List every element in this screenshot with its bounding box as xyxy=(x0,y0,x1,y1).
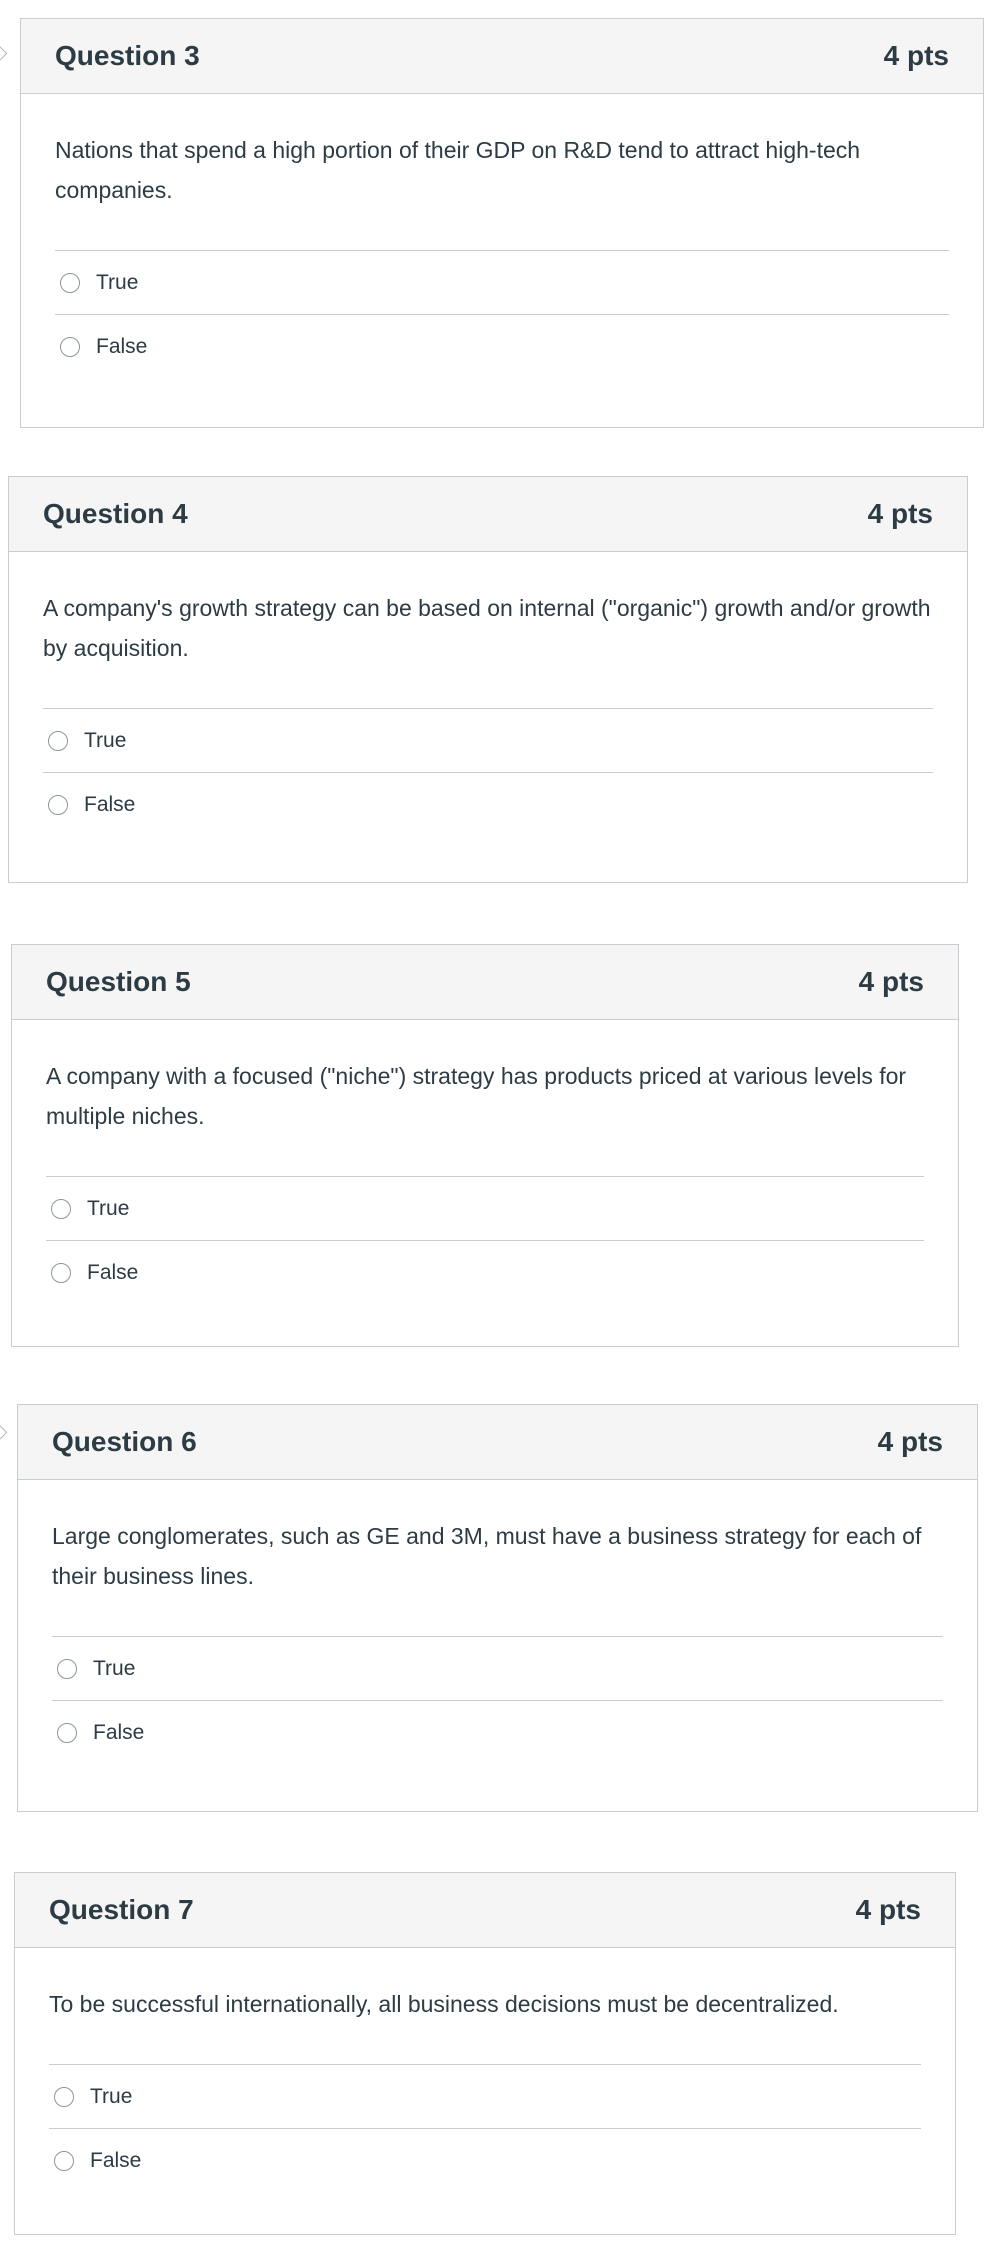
radio-unselected-icon[interactable] xyxy=(51,1199,71,1219)
answer-label[interactable]: True xyxy=(90,2084,133,2108)
question-title: Question 6 xyxy=(52,1426,197,1457)
answer-label[interactable]: True xyxy=(93,1656,136,1680)
question-body xyxy=(21,94,983,378)
question-4-card xyxy=(8,476,968,883)
answer-list xyxy=(55,250,949,378)
question-5-card xyxy=(11,944,959,1347)
question-header xyxy=(12,945,958,1020)
answer-option-true[interactable] xyxy=(52,1637,943,1701)
answer-option-true[interactable] xyxy=(49,2065,921,2129)
question-title: Question 7 xyxy=(49,1894,194,1925)
answer-list xyxy=(46,1176,924,1304)
radio-unselected-icon[interactable] xyxy=(57,1659,77,1679)
radio-unselected-icon[interactable] xyxy=(48,795,68,815)
question-points: 4 pts xyxy=(855,1894,921,1925)
answer-label[interactable]: False xyxy=(96,334,148,358)
question-header xyxy=(18,1405,977,1480)
question-points: 4 pts xyxy=(867,498,933,529)
question-text: Large conglomerates, such as GE and 3M, must have a business strategy for each of their business lines. xyxy=(52,1523,922,1589)
question-3-card xyxy=(20,18,984,428)
answer-label[interactable]: False xyxy=(84,792,136,816)
answer-label[interactable]: True xyxy=(87,1196,130,1220)
chevron-right-icon xyxy=(0,1425,7,1441)
question-7-card xyxy=(14,1872,956,2235)
question-body xyxy=(15,1948,955,2192)
answer-label[interactable]: False xyxy=(87,1260,139,1284)
answer-option-false[interactable] xyxy=(52,1701,943,1764)
answer-list xyxy=(43,708,933,836)
answer-list xyxy=(52,1636,943,1764)
question-body xyxy=(12,1020,958,1304)
radio-unselected-icon[interactable] xyxy=(54,2151,74,2171)
question-points: 4 pts xyxy=(858,966,924,997)
answer-list xyxy=(49,2064,921,2192)
answer-label[interactable]: False xyxy=(93,1720,145,1744)
question-6-card xyxy=(17,1404,978,1812)
question-body xyxy=(9,552,967,836)
question-text: A company's growth strategy can be based on internal ("organic") growth and/or growth by acquisition. xyxy=(43,595,931,661)
question-title: Question 5 xyxy=(46,966,191,997)
answer-label[interactable]: True xyxy=(84,728,127,752)
question-header xyxy=(15,1873,955,1948)
radio-unselected-icon[interactable] xyxy=(54,2087,74,2107)
answer-option-false[interactable] xyxy=(55,315,949,378)
radio-unselected-icon[interactable] xyxy=(57,1723,77,1743)
question-text: To be successful internationally, all business decisions must be decentralized. xyxy=(49,1991,839,2017)
answer-option-false[interactable] xyxy=(46,1241,924,1304)
question-text: A company with a focused ("niche") strategy has products priced at various levels for multiple niches. xyxy=(46,1063,907,1129)
question-title: Question 4 xyxy=(43,498,188,529)
answer-label[interactable]: False xyxy=(90,2148,142,2172)
radio-unselected-icon[interactable] xyxy=(51,1263,71,1283)
answer-option-false[interactable] xyxy=(49,2129,921,2192)
radio-unselected-icon[interactable] xyxy=(60,337,80,357)
answer-option-true[interactable] xyxy=(43,709,933,773)
question-points: 4 pts xyxy=(883,40,949,71)
answer-option-false[interactable] xyxy=(43,773,933,836)
answer-option-true[interactable] xyxy=(55,251,949,315)
answer-option-true[interactable] xyxy=(46,1177,924,1241)
question-text: Nations that spend a high portion of their GDP on R&D tend to attract high-tech companies. xyxy=(55,137,861,203)
question-body xyxy=(18,1480,977,1764)
radio-unselected-icon[interactable] xyxy=(60,273,80,293)
question-header xyxy=(9,477,967,552)
question-title: Question 3 xyxy=(55,40,200,71)
chevron-right-icon xyxy=(0,46,7,62)
radio-unselected-icon[interactable] xyxy=(48,731,68,751)
question-points: 4 pts xyxy=(877,1426,943,1457)
question-header xyxy=(21,19,983,94)
answer-label[interactable]: True xyxy=(96,270,139,294)
